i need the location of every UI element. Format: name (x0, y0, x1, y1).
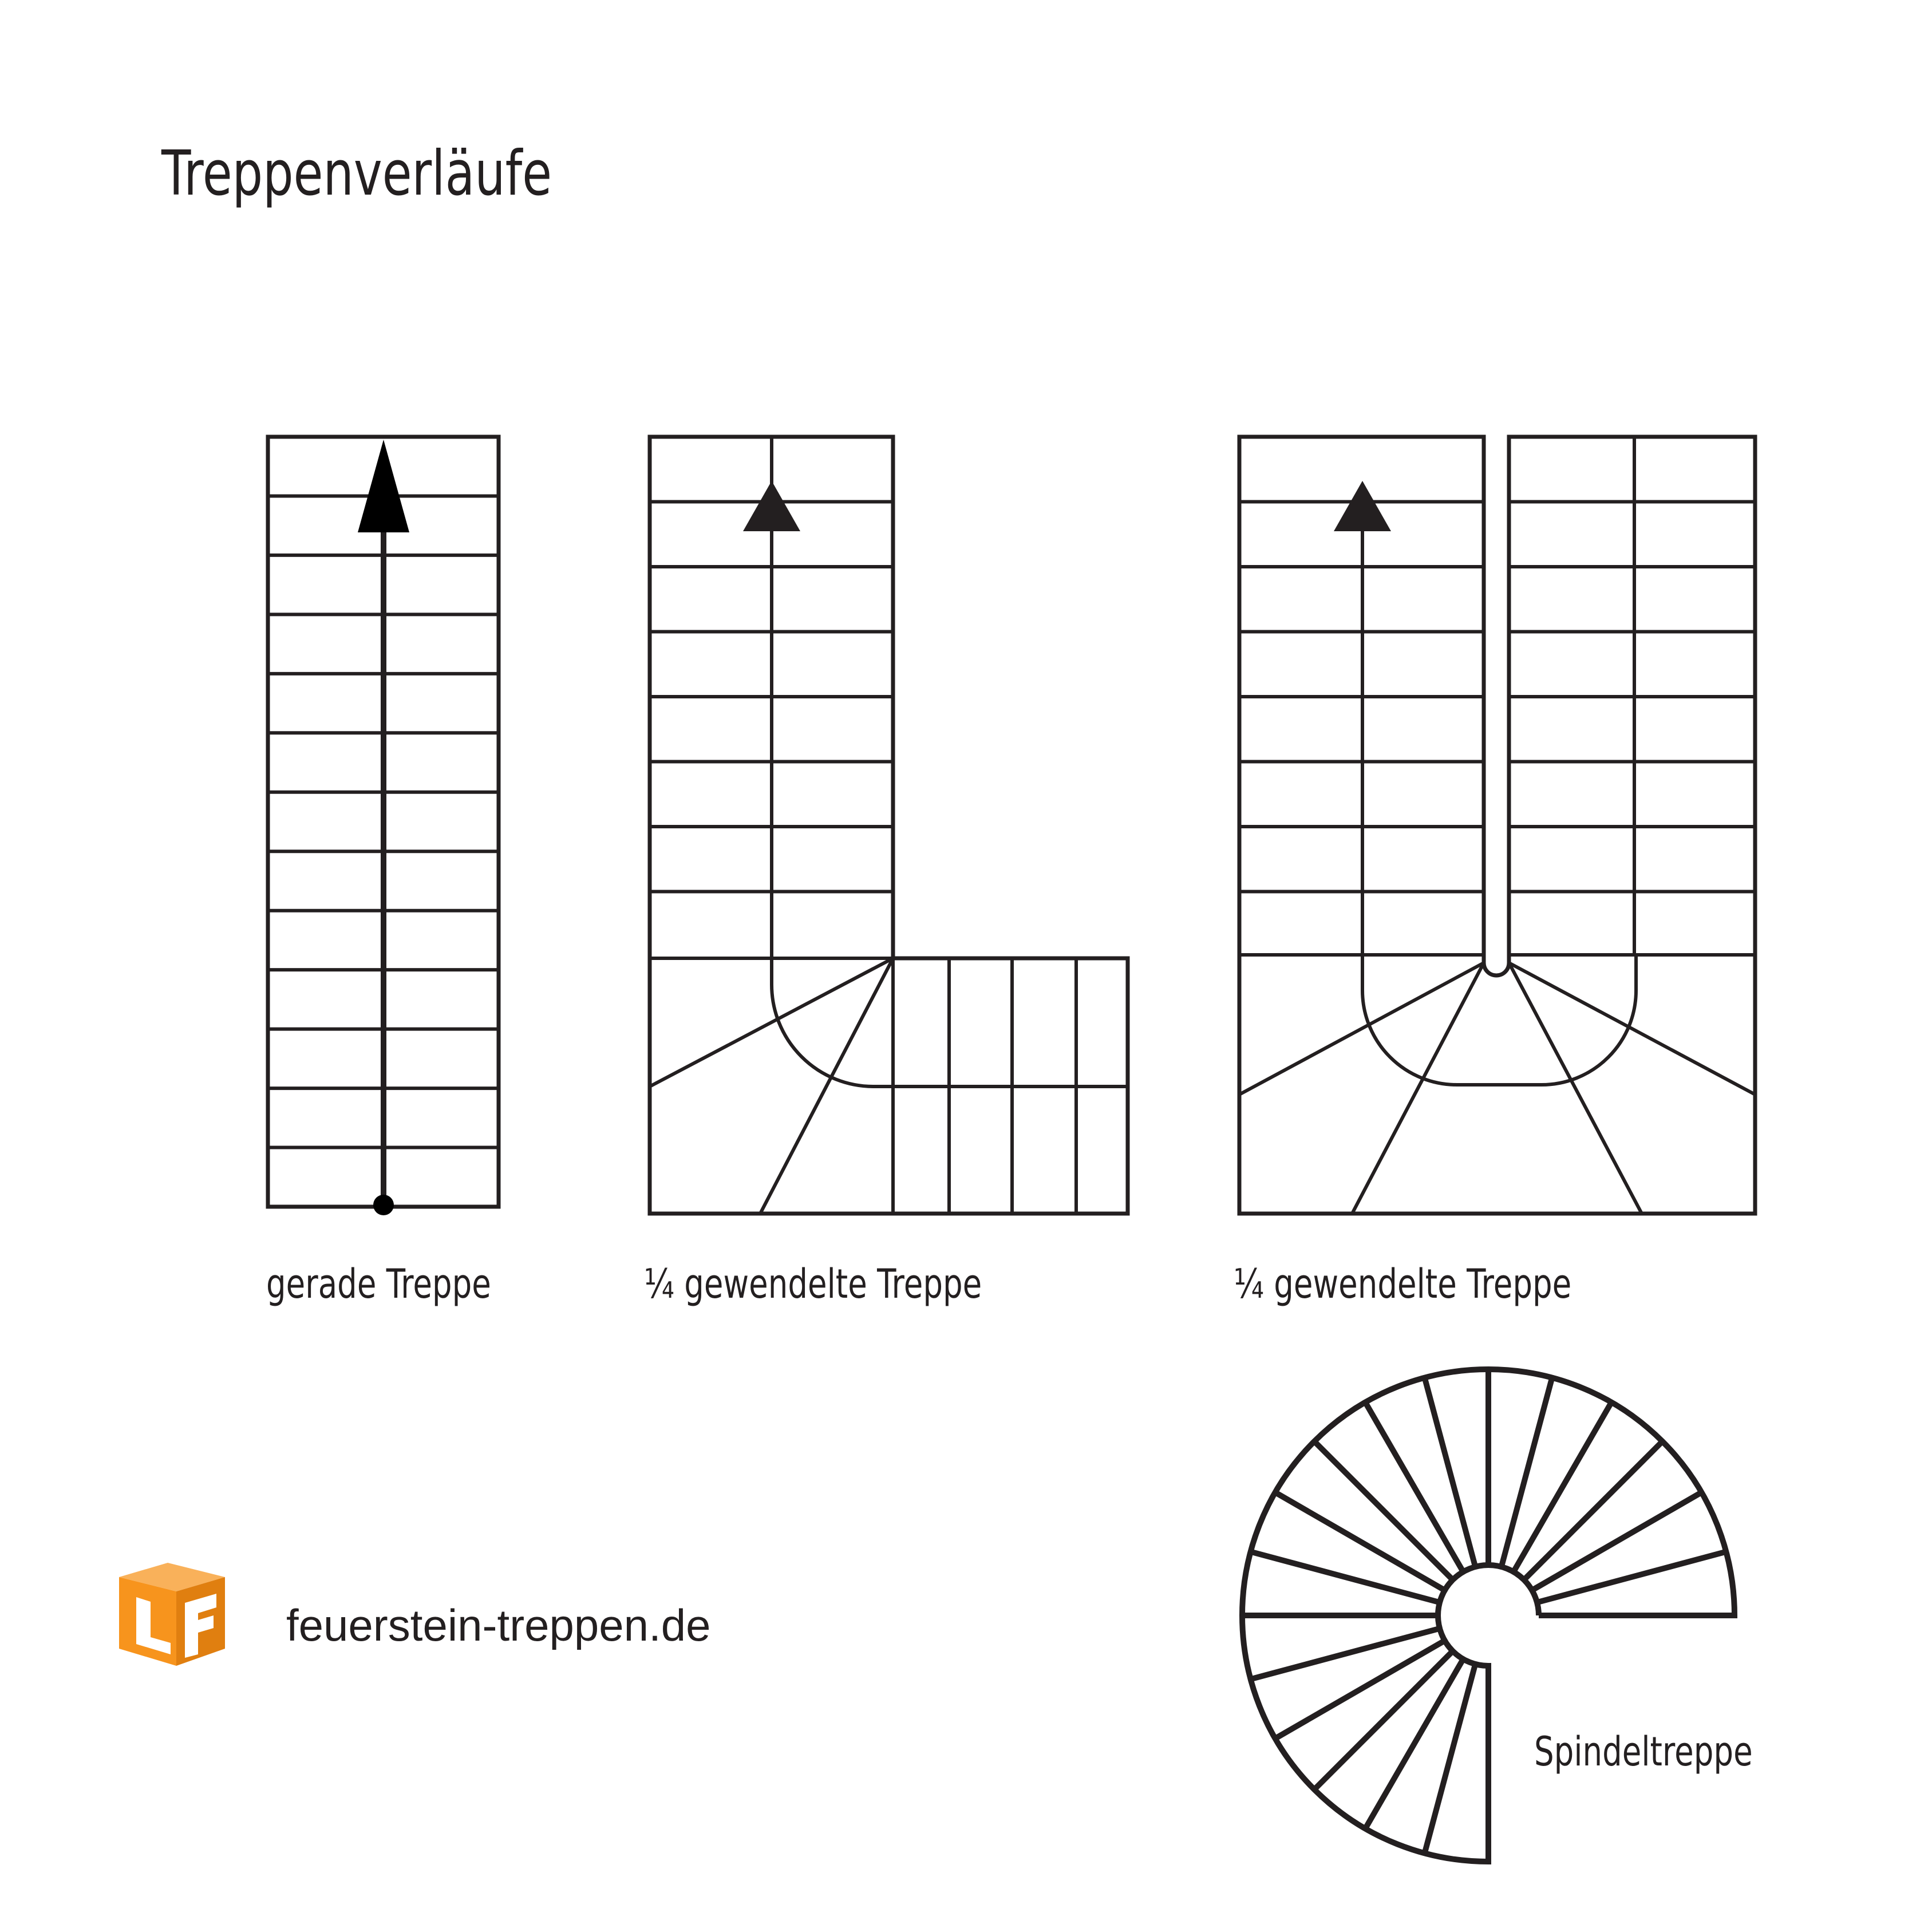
spiral-tread-line (1314, 1651, 1453, 1789)
u-arrow-head (1334, 481, 1391, 531)
spiral-tread-line (1502, 1378, 1552, 1567)
caption-straight: gerade Treppe (266, 1261, 491, 1307)
spiral-tread-line (1251, 1629, 1440, 1680)
caption-spiral: Spindeltreppe (1534, 1728, 1753, 1775)
l-arrow-head (743, 481, 800, 531)
quarter-turn-u-staircase (1239, 437, 1755, 1214)
l-walking-line (772, 521, 893, 1086)
spiral-tread-line (1251, 1552, 1440, 1603)
spiral-tread-line (1425, 1378, 1476, 1567)
spiral-tread-line (1537, 1552, 1726, 1603)
page-title: Treppenverläufe (161, 138, 552, 210)
spiral-tread-line (1514, 1402, 1611, 1572)
spiral-tread-line (1314, 1441, 1453, 1580)
u-staircase-treads (1239, 502, 1755, 892)
arrow-head (358, 440, 409, 532)
straight-staircase (268, 437, 499, 1215)
feuerstein-logo-icon (113, 1563, 228, 1666)
spiral-tread-line (1275, 1641, 1445, 1739)
start-dot (373, 1195, 394, 1215)
spiral-tread-line (1425, 1664, 1476, 1853)
u-walking-line (1362, 521, 1636, 1085)
website-link[interactable]: feuerstein-treppen.de (286, 1600, 711, 1650)
spiral-tread-line (1365, 1402, 1463, 1572)
caption-quarter-turn-l: ¼ gewendelte Treppe (644, 1261, 982, 1307)
quarter-turn-l-staircase (650, 437, 1128, 1214)
spiral-tread-line (1365, 1659, 1463, 1828)
spiral-tread-line (1524, 1441, 1662, 1580)
spiral-tread-line (1532, 1492, 1701, 1590)
spiral-tread-line (1275, 1492, 1445, 1590)
caption-quarter-turn-u: ¼ gewendelte Treppe (1234, 1261, 1572, 1307)
spiral-staircase (1242, 1369, 1735, 1862)
